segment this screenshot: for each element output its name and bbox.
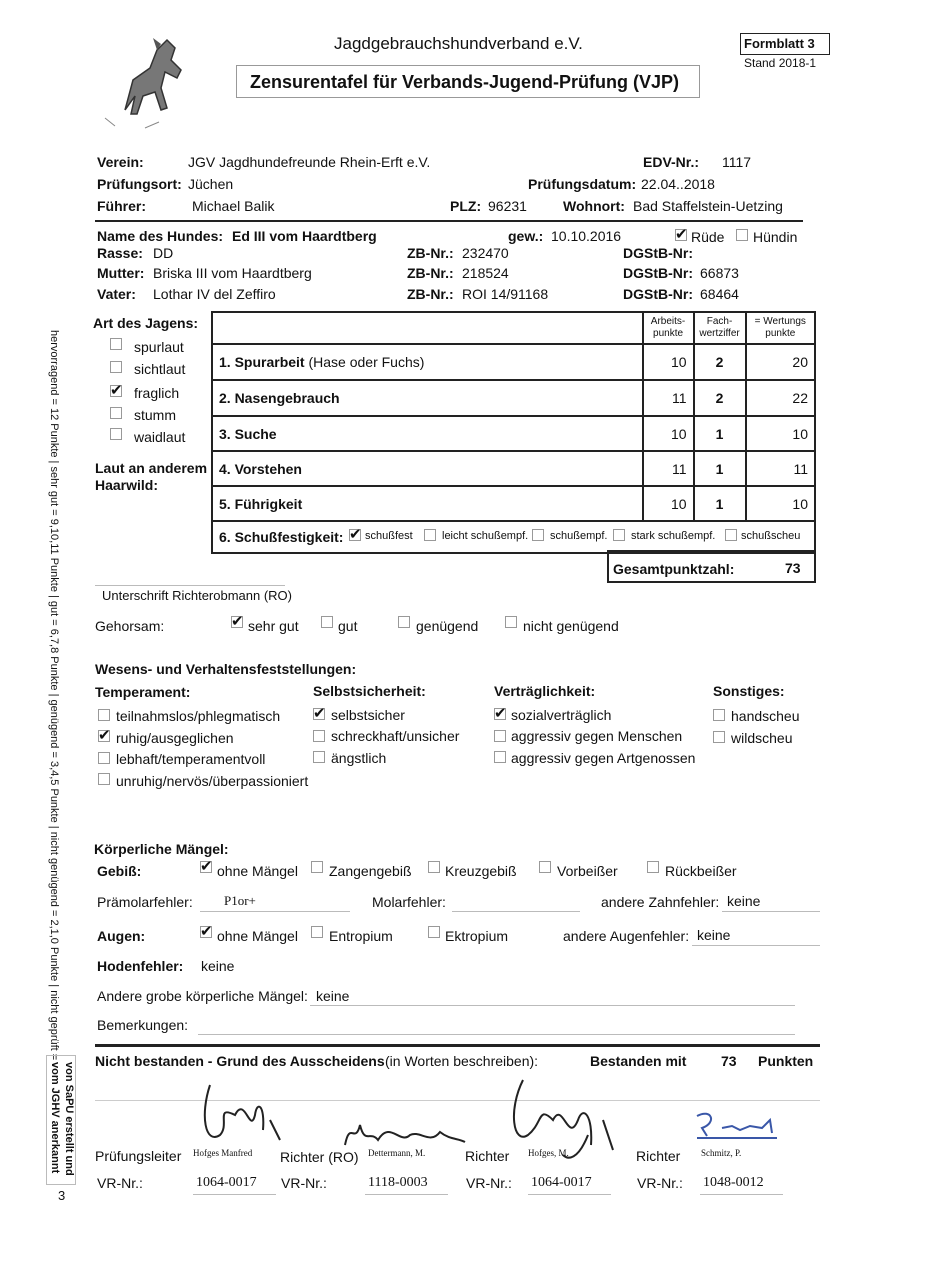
schuss-option: schußscheu [741, 530, 801, 542]
formblatt-badge: Formblatt 3 [740, 33, 830, 55]
vater-dgstb-label: DGStB-Nr: [623, 286, 693, 302]
gehorsam-option: gut [338, 618, 358, 634]
check-icon: ✔ [313, 705, 326, 722]
divider [95, 1044, 820, 1047]
row-label: 2. Nasengebrauch [219, 390, 340, 406]
selbst-option: schreckhaft/unsicher [331, 728, 460, 744]
org-name: Jagdgebrauchshundverband e.V. [334, 34, 583, 53]
gebiss-option: Kreuzgebiß [445, 863, 517, 879]
selbstsicherheit-title: Selbstsicherheit: [313, 683, 426, 699]
temp-checkbox[interactable] [98, 709, 110, 721]
vr-label: VR-Nr.: [466, 1175, 512, 1191]
jagen-title: Art des Jagens: [93, 315, 199, 331]
bestanden-unit: Punkten [758, 1053, 814, 1069]
temp-checkbox[interactable] [98, 773, 110, 785]
check-icon: ✔ [200, 923, 213, 940]
vert-option: aggressiv gegen Menschen [511, 728, 683, 744]
check-icon: ✔ [494, 705, 507, 722]
row-label: 1. Spurarbeit [219, 354, 305, 370]
gehorsam-option: nicht genügend [523, 618, 619, 634]
dog-name-value: Ed III vom Haardtberg [232, 228, 377, 244]
praemolar-value: P1or+ [224, 893, 256, 908]
wertungspunkte-cell: 10 [746, 486, 815, 521]
check-icon: ✔ [110, 382, 123, 399]
verein-value: JGV Jagdhundefreunde Rhein-Erft e.V. [188, 154, 431, 170]
arbeitspunkte-cell: 11 [643, 451, 694, 486]
sonst-option: wildscheu [731, 730, 793, 746]
vr-line [193, 1194, 276, 1195]
selbst-checkbox[interactable] [313, 751, 325, 763]
huendin-label: Hündin [753, 229, 798, 245]
ort-value: Jüchen [188, 176, 234, 192]
augen-option: Ektropium [445, 928, 509, 944]
page-number: 3 [58, 1188, 66, 1203]
ort-label: Prüfungsort: [97, 176, 182, 192]
gebiss-checkbox[interactable] [311, 861, 323, 873]
selbst-option: ängstlich [331, 750, 387, 766]
huendin-checkbox[interactable] [736, 229, 748, 241]
augenfehler-label: andere Augenfehler: [563, 928, 690, 944]
col-header: punkte [653, 328, 684, 339]
temp-option: teilnahmslos/phlegmatisch [116, 708, 281, 724]
augen-option: ohne Mängel [217, 928, 298, 944]
gehorsam-option: genügend [416, 618, 479, 634]
col-header: Arbeits- [650, 316, 686, 327]
gebiss-label: Gebiß: [97, 863, 142, 879]
vater-zb-label: ZB-Nr.: [407, 286, 454, 302]
dgstb-label: DGStB-Nr: [623, 245, 693, 261]
jagen-option: sichtlaut [134, 361, 186, 377]
gebiss-option: ohne Mängel [217, 863, 298, 879]
bestanden-value: 73 [721, 1053, 737, 1069]
grobe-line [310, 1005, 795, 1006]
sonst-checkbox[interactable] [713, 709, 725, 721]
vr-value: 1064-0017 [196, 1175, 257, 1190]
jagen-checkbox[interactable] [110, 428, 122, 440]
temp-option: ruhig/ausgeglichen [116, 730, 234, 746]
hoden-value: keine [201, 958, 235, 974]
arbeitspunkte-cell: 10 [643, 344, 694, 380]
table-row [212, 451, 815, 486]
signature-pruefungsleiter [195, 1075, 285, 1150]
jagen-checkbox[interactable] [110, 338, 122, 350]
bestanden-label: Bestanden mit [590, 1053, 687, 1069]
vr-line [700, 1194, 783, 1195]
schuss-option: schußfest [365, 530, 413, 542]
mutter-value: Briska III vom Haardtberg [153, 265, 312, 281]
augen-option: Entropium [329, 928, 393, 944]
table-row [212, 486, 815, 521]
wertungspunkte-cell: 22 [746, 380, 815, 416]
wohnort-label: Wohnort: [563, 198, 625, 214]
zahn-value: keine [727, 893, 761, 909]
mutter-zb-value: 218524 [462, 265, 509, 281]
bemerkungen-label: Bemerkungen: [97, 1017, 189, 1033]
jghv-horse-logo [95, 30, 195, 130]
hoden-label: Hodenfehler: [97, 958, 184, 974]
gebiss-option: Vorbeißer [557, 863, 618, 879]
signer-name: Hofges, M. [528, 1148, 569, 1158]
score-table [211, 311, 816, 554]
mutter-dgstb-value: 66873 [700, 265, 739, 281]
fachwertziffer-cell: 2 [694, 380, 746, 416]
fachwertziffer-cell: 1 [694, 486, 746, 521]
signer-name: Schmitz, P. [701, 1148, 742, 1158]
sapu-text: vom JGHV anerkannt [49, 1062, 61, 1174]
arbeitspunkte-cell: 11 [643, 380, 694, 416]
selbst-checkbox[interactable] [313, 730, 325, 742]
fuehrer-value: Michael Balik [192, 198, 275, 214]
arbeitspunkte-cell: 10 [643, 486, 694, 521]
edv-value: 1117 [722, 154, 752, 170]
koerper-title: Körperliche Mängel: [94, 841, 229, 857]
bemerkungen-line [198, 1034, 795, 1035]
zb-value: 232470 [462, 245, 509, 261]
jagen-checkbox[interactable] [110, 361, 122, 373]
verein-label: Verein: [97, 154, 144, 170]
augenfehler-value: keine [697, 927, 731, 943]
vr-line [365, 1194, 448, 1195]
jagen-checkbox[interactable] [110, 407, 122, 419]
mutter-label: Mutter: [97, 265, 145, 281]
augen-checkbox[interactable] [428, 926, 440, 938]
sapu-text: von SaPU erstellt und [63, 1062, 75, 1176]
gebiss-checkbox[interactable] [647, 861, 659, 873]
dog-name-label: Name des Hundes: [97, 228, 224, 244]
vater-label: Vater: [97, 286, 136, 302]
wertungspunkte-cell: 11 [746, 451, 815, 486]
plz-value: 96231 [488, 198, 527, 214]
table-row [212, 344, 815, 380]
vertraeglichkeit-title: Verträglichkeit: [494, 683, 596, 699]
row-label: 4. Vorstehen [219, 460, 302, 477]
schuss-option: leicht schußempf. [442, 530, 529, 542]
zahn-line [722, 911, 820, 912]
mutter-dgstb-label: DGStB-Nr: [623, 265, 693, 281]
role-label: Richter [636, 1148, 681, 1164]
gebiss-checkbox[interactable] [539, 861, 551, 873]
check-icon: ✔ [675, 226, 688, 243]
molar-line [452, 911, 580, 912]
jagen-option: stumm [134, 407, 176, 423]
role-label: Prüfungsleiter [95, 1148, 182, 1164]
gebiss-checkbox[interactable] [428, 861, 440, 873]
schuss-option: schußempf. [550, 530, 608, 542]
selbst-option: selbstsicher [331, 707, 405, 723]
divider [95, 220, 803, 222]
jagen-option: waidlaut [134, 429, 186, 445]
gehorsam-checkbox[interactable] [398, 616, 410, 628]
temp-option: lebhaft/temperamentvoll [116, 751, 266, 767]
gesamt-value: 73 [785, 560, 801, 576]
wohnort-value: Bad Staffelstein-Uetzing [633, 198, 783, 214]
fachwertziffer-cell: 1 [694, 451, 746, 486]
mutter-zb-label: ZB-Nr.: [407, 265, 454, 281]
table-row [212, 380, 815, 416]
vr-value: 1118-0003 [368, 1175, 428, 1190]
nicht-bestanden-label: Nicht bestanden - Grund des Ausscheidens [95, 1053, 385, 1069]
gesamt-label: Gesamtpunktzahl: [613, 561, 735, 577]
vert-checkbox[interactable] [494, 730, 506, 742]
augen-label: Augen: [97, 928, 146, 944]
row-label: 5. Führigkeit [219, 495, 303, 512]
datum-label: Prüfungsdatum: [528, 176, 637, 192]
sonst-option: handscheu [731, 708, 800, 724]
gew-value: 10.10.2016 [551, 228, 622, 244]
wertungspunkte-cell: 20 [746, 344, 815, 380]
scale-legend: hervorragend = 12 Punkte | sehr gut = 9,10,11 Punkte | gut = 6,7,8 Punkte | genügend = 3,4,5 Punkte | nicht genügend = 2,1,0 Punkte | nicht geprüft = - [48, 330, 60, 1067]
gebiss-option: Zangengebiß [329, 863, 412, 879]
grobe-label: Andere grobe körperliche Mängel: [97, 988, 308, 1004]
temp-checkbox[interactable] [98, 752, 110, 764]
check-icon: ✔ [231, 613, 244, 630]
vr-line [528, 1194, 611, 1195]
vater-dgstb-value: 68464 [700, 286, 739, 302]
role-label: Richter [465, 1148, 510, 1164]
stand-text: Stand 2018-1 [744, 56, 817, 70]
col-header: Fach- [706, 316, 733, 327]
vater-value: Lothar IV del Zeffiro [153, 286, 276, 302]
vert-option: sozialverträglich [511, 707, 612, 723]
schuss-checkbox[interactable] [424, 529, 436, 541]
fachwertziffer-cell: 2 [694, 344, 746, 380]
check-icon: ✔ [200, 858, 213, 875]
augenfehler-line [692, 945, 820, 946]
praemolar-line [200, 911, 350, 912]
fachwertziffer-cell: 1 [694, 416, 746, 451]
gebiss-option: Rückbeißer [665, 863, 737, 879]
form-title: Zensurentafel für Verbands-Jugend-Prüfung (VJP) [250, 72, 680, 92]
vr-label: VR-Nr.: [281, 1175, 327, 1191]
temp-option: unruhig/nervös/überpassioniert [116, 773, 309, 789]
col-header: = Wertungs [754, 316, 806, 327]
schuss-checkbox[interactable] [532, 529, 544, 541]
signer-name: Dettermann, M. [368, 1148, 426, 1158]
ruede-label: Rüde [691, 229, 725, 245]
datum-value: 22.04..2018 [641, 176, 715, 192]
col-header: wertziffer [699, 328, 740, 339]
vr-label: VR-Nr.: [637, 1175, 683, 1191]
vater-zb-value: ROI 14/91168 [462, 286, 549, 302]
schuss-checkbox[interactable] [613, 529, 625, 541]
check-icon: ✔ [349, 526, 362, 543]
zb-label: ZB-Nr.: [407, 245, 454, 261]
laut-label: Haarwild: [95, 477, 159, 493]
check-icon: ✔ [98, 727, 111, 744]
table-row [212, 416, 815, 451]
rasse-label: Rasse: [97, 245, 143, 261]
ro-signature-label: Unterschrift Richterobmann (RO) [102, 588, 292, 603]
signer-name: Hofges Manfred [193, 1148, 253, 1158]
gehorsam-checkbox[interactable] [321, 616, 333, 628]
vr-value: 1064-0017 [531, 1175, 592, 1190]
gehorsam-checkbox[interactable] [505, 616, 517, 628]
wertungspunkte-cell: 10 [746, 416, 815, 451]
praemolar-label: Prämolarfehler: [97, 894, 193, 910]
jagen-option: fraglich [134, 385, 180, 401]
molar-label: Molarfehler: [372, 894, 446, 910]
edv-label: EDV-Nr.: [643, 154, 700, 170]
jagen-option: spurlaut [134, 339, 184, 355]
sonstiges-title: Sonstiges: [713, 683, 785, 699]
vr-value: 1048-0012 [703, 1175, 764, 1190]
vert-checkbox[interactable] [494, 751, 506, 763]
temperament-title: Temperament: [95, 684, 191, 700]
nicht-bestanden-hint: (in Worten beschreiben): [385, 1053, 539, 1069]
sonst-checkbox[interactable] [713, 731, 725, 743]
laut-label: Laut an anderem [95, 460, 208, 476]
gehorsam-label: Gehorsam: [95, 618, 165, 634]
zahn-label: andere Zahnfehler: [601, 894, 720, 910]
fuehrer-label: Führer: [97, 198, 146, 214]
signature-richter-2 [692, 1108, 782, 1143]
gew-label: gew.: [508, 228, 544, 244]
arbeitspunkte-cell: 10 [643, 416, 694, 451]
vr-label: VR-Nr.: [97, 1175, 143, 1191]
grobe-value: keine [316, 988, 350, 1004]
schuss-option: stark schußempf. [631, 530, 716, 542]
col-header: punkte [765, 328, 796, 339]
row-label: 3. Suche [219, 425, 277, 442]
role-label: Richter (RO) [280, 1149, 359, 1165]
vert-option: aggressiv gegen Artgenossen [511, 750, 696, 766]
plz-label: PLZ: [450, 198, 482, 214]
augen-checkbox[interactable] [311, 926, 323, 938]
gehorsam-option: sehr gut [248, 618, 299, 634]
rasse-value: DD [153, 245, 174, 261]
schuss-checkbox[interactable] [725, 529, 737, 541]
wesen-title: Wesens- und Verhaltensfeststellungen: [95, 661, 357, 677]
schuss-label: 6. Schußfestigkeit: [219, 529, 344, 545]
ro-signature-line [95, 585, 285, 586]
row-sub: (Hase oder Fuchs) [308, 354, 425, 370]
